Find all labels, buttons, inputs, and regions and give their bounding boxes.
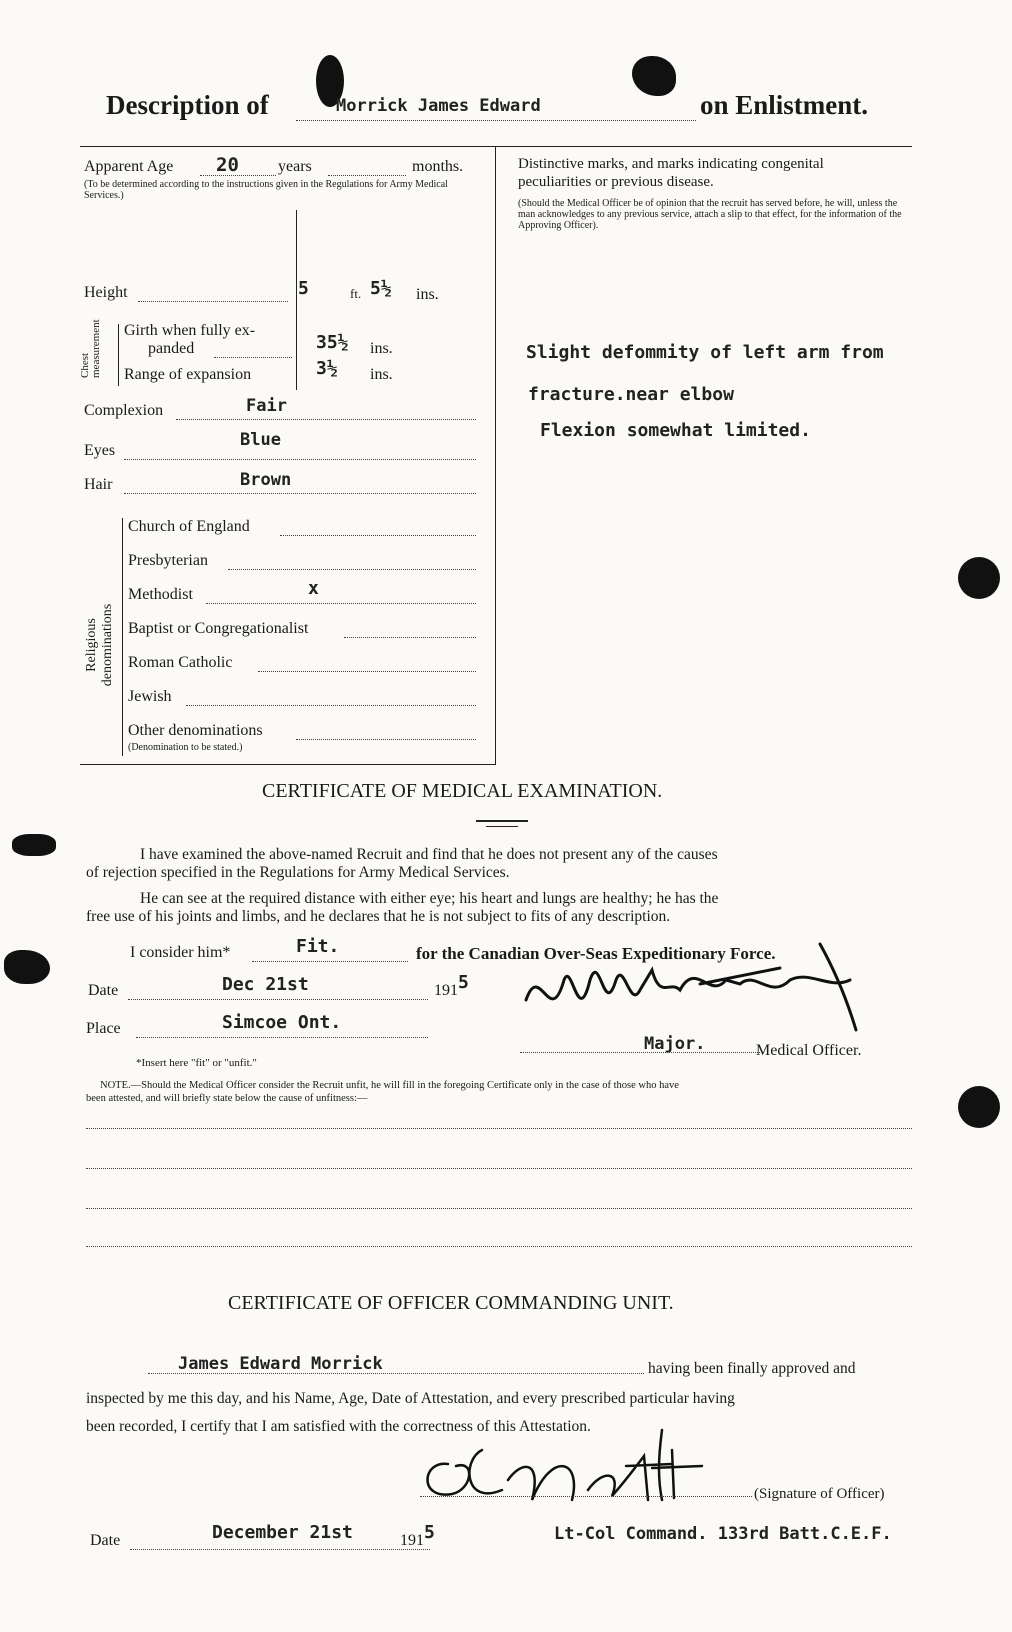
range-unit: ins.	[370, 366, 393, 383]
header-prefix: Description of	[106, 90, 269, 120]
range-label: Range of expansion	[124, 366, 252, 383]
eyes-value: Blue	[240, 430, 281, 450]
place-value: Simcoe Ont.	[222, 1012, 342, 1033]
title-rule	[476, 820, 528, 822]
hair-value: Brown	[240, 470, 292, 490]
marks-label-1: Distinctive marks, and marks indicating congenital	[518, 156, 824, 172]
header-name-line	[296, 120, 696, 121]
punch-hole	[958, 1086, 1000, 1128]
religion-line	[186, 705, 476, 706]
height-line	[138, 301, 288, 302]
unfit-note-2: been attested, and will briefly state below the cause of unfitness:—	[86, 1093, 368, 1104]
signature-label: (Signature of Officer)	[754, 1486, 885, 1502]
denomination-note: (Denomination to be stated.)	[128, 742, 243, 753]
marks-text-line: fracture.near elbow	[528, 384, 734, 405]
consider-value: Fit.	[296, 936, 340, 957]
table-right-column-divider	[495, 146, 496, 764]
ft-label: ft.	[350, 286, 362, 301]
medical-para2-line1: He can see at the required distance with either eye; his heart and lungs are healthy; he has the	[140, 890, 719, 907]
date-value: Dec 21st	[222, 974, 309, 995]
ink-blot	[632, 56, 676, 96]
religion-item: Church of England	[128, 518, 250, 535]
medical-para1-line1: I have examined the above-named Recruit and find that he does not present any of the causes	[140, 846, 718, 863]
commanding-date-value: December 21st	[212, 1522, 353, 1543]
unfit-line	[86, 1246, 912, 1247]
hair-label: Hair	[84, 476, 113, 493]
months-label: months.	[412, 158, 464, 175]
religion-bracket	[122, 518, 123, 756]
chest-group-label: Chest measurement	[79, 319, 102, 378]
consider-label: I consider him*	[130, 944, 231, 961]
commanding-name-value: James Edward Morrick	[178, 1354, 383, 1374]
commanding-line2: inspected by me this day, and his Name, Age, Date of Attestation, and every prescribed particular having	[86, 1390, 735, 1407]
medical-para2-line2: free use of his joints and limbs, and he declares that he is not subject to fits of any description.	[86, 908, 671, 925]
table-bottom-border	[80, 764, 496, 765]
commanding-officer-signature	[412, 1420, 752, 1520]
commanding-line3: been recorded, I certify that I am satisfied with the correctness of this Attestation.	[86, 1418, 591, 1435]
year-prefix: 191	[434, 982, 458, 999]
place-label: Place	[86, 1020, 121, 1037]
religion-line	[206, 603, 476, 604]
officer-line	[520, 1052, 760, 1053]
medical-officer-label: Medical Officer.	[756, 1042, 862, 1059]
signature-line	[420, 1496, 752, 1497]
complexion-label: Complexion	[84, 402, 164, 419]
religion-item: Baptist or Congregationalist	[128, 620, 309, 637]
ink-blot	[12, 834, 56, 856]
years-label: years	[278, 158, 312, 175]
height-in-value: 5½	[370, 278, 392, 299]
commanding-title: CERTIFICATE OF OFFICER COMMANDING UNIT.	[228, 1292, 674, 1314]
complexion-line	[176, 419, 476, 420]
marks-note: (Should the Medical Officer be of opinion that the recruit has served before, he will, unless the man acknowledges to any previous service, attach a slip to that effect, for the information of the Approving Officer).	[518, 198, 902, 231]
range-value: 3½	[316, 358, 338, 379]
rank-value: Major.	[644, 1034, 706, 1054]
religion-item: Roman Catholic	[128, 654, 233, 671]
unfit-line	[86, 1128, 912, 1129]
commanding-year-prefix: 191	[400, 1532, 424, 1549]
religion-group-label: Religious denominations	[84, 603, 115, 687]
commanding-date-line	[130, 1549, 430, 1550]
header-suffix: on Enlistment.	[700, 90, 869, 120]
commanding-date-label: Date	[90, 1532, 121, 1549]
religion-line	[258, 671, 476, 672]
height-ft-value: 5	[298, 278, 309, 299]
insert-note: *Insert here "fit" or "unfit."	[136, 1057, 257, 1069]
ins-label: ins.	[416, 286, 439, 303]
unfit-line	[86, 1168, 912, 1169]
religion-item: Other denominations	[128, 722, 263, 739]
consider-line	[252, 961, 408, 962]
height-label: Height	[84, 284, 128, 301]
ink-blot	[4, 950, 50, 984]
complexion-value: Fair	[246, 396, 287, 416]
marks-label-2: peculiarities or previous disease.	[518, 174, 714, 190]
commanding-line1-tail: having been finally approved and	[648, 1360, 856, 1377]
hair-line	[124, 493, 476, 494]
medical-title: CERTIFICATE OF MEDICAL EXAMINATION.	[262, 780, 663, 802]
commanding-name-line	[148, 1373, 644, 1374]
commanding-year-digit: 5	[424, 1522, 435, 1543]
commanding-officer-value: Lt-Col Command. 133rd Batt.C.E.F.	[554, 1524, 892, 1544]
punch-hole	[958, 557, 1000, 599]
date-label: Date	[88, 982, 119, 999]
marks-text-line: Slight defommity of left arm from	[526, 342, 884, 363]
girth-label-1: Girth when fully ex-	[124, 322, 256, 339]
religion-line	[296, 739, 476, 740]
chest-bracket	[118, 324, 119, 386]
marks-text-line: Flexion somewhat limited.	[540, 420, 811, 441]
recruit-name: Morrick James Edward	[336, 96, 541, 116]
religion-line	[344, 637, 476, 638]
religion-line	[280, 535, 476, 536]
unfit-line	[86, 1208, 912, 1209]
force-label: for the Canadian Over-Seas Expeditionary Force.	[416, 944, 776, 963]
religion-line	[228, 569, 476, 570]
year-digit: 5	[458, 972, 469, 993]
apparent-age-label: Apparent Age	[84, 158, 174, 175]
measure-column-line	[296, 210, 297, 390]
girth-unit: ins.	[370, 340, 393, 357]
age-line	[200, 175, 276, 176]
age-note: (To be determined according to the instructions given in the Regulations for Army Medical Services.)	[84, 179, 448, 201]
title-rule	[486, 826, 518, 827]
religion-mark: x	[308, 578, 319, 599]
age-value: 20	[216, 154, 239, 176]
religion-item: Methodist	[128, 586, 193, 603]
eyes-line	[124, 459, 476, 460]
months-line	[328, 175, 406, 176]
table-top-border	[80, 146, 912, 147]
medical-para1-line2: of rejection specified in the Regulations for Army Medical Services.	[86, 864, 510, 881]
unfit-note-1: NOTE.—Should the Medical Officer consider the Recruit unfit, he will fill in the foregoing Certificate only in the case of those who have	[100, 1080, 679, 1091]
girth-line	[214, 357, 292, 358]
girth-value: 35½	[316, 332, 349, 353]
eyes-label: Eyes	[84, 442, 116, 459]
religion-item: Presbyterian	[128, 552, 208, 569]
place-line	[136, 1037, 428, 1038]
girth-label-2: panded	[148, 340, 195, 357]
date-line	[128, 999, 428, 1000]
religion-item: Jewish	[128, 688, 172, 705]
